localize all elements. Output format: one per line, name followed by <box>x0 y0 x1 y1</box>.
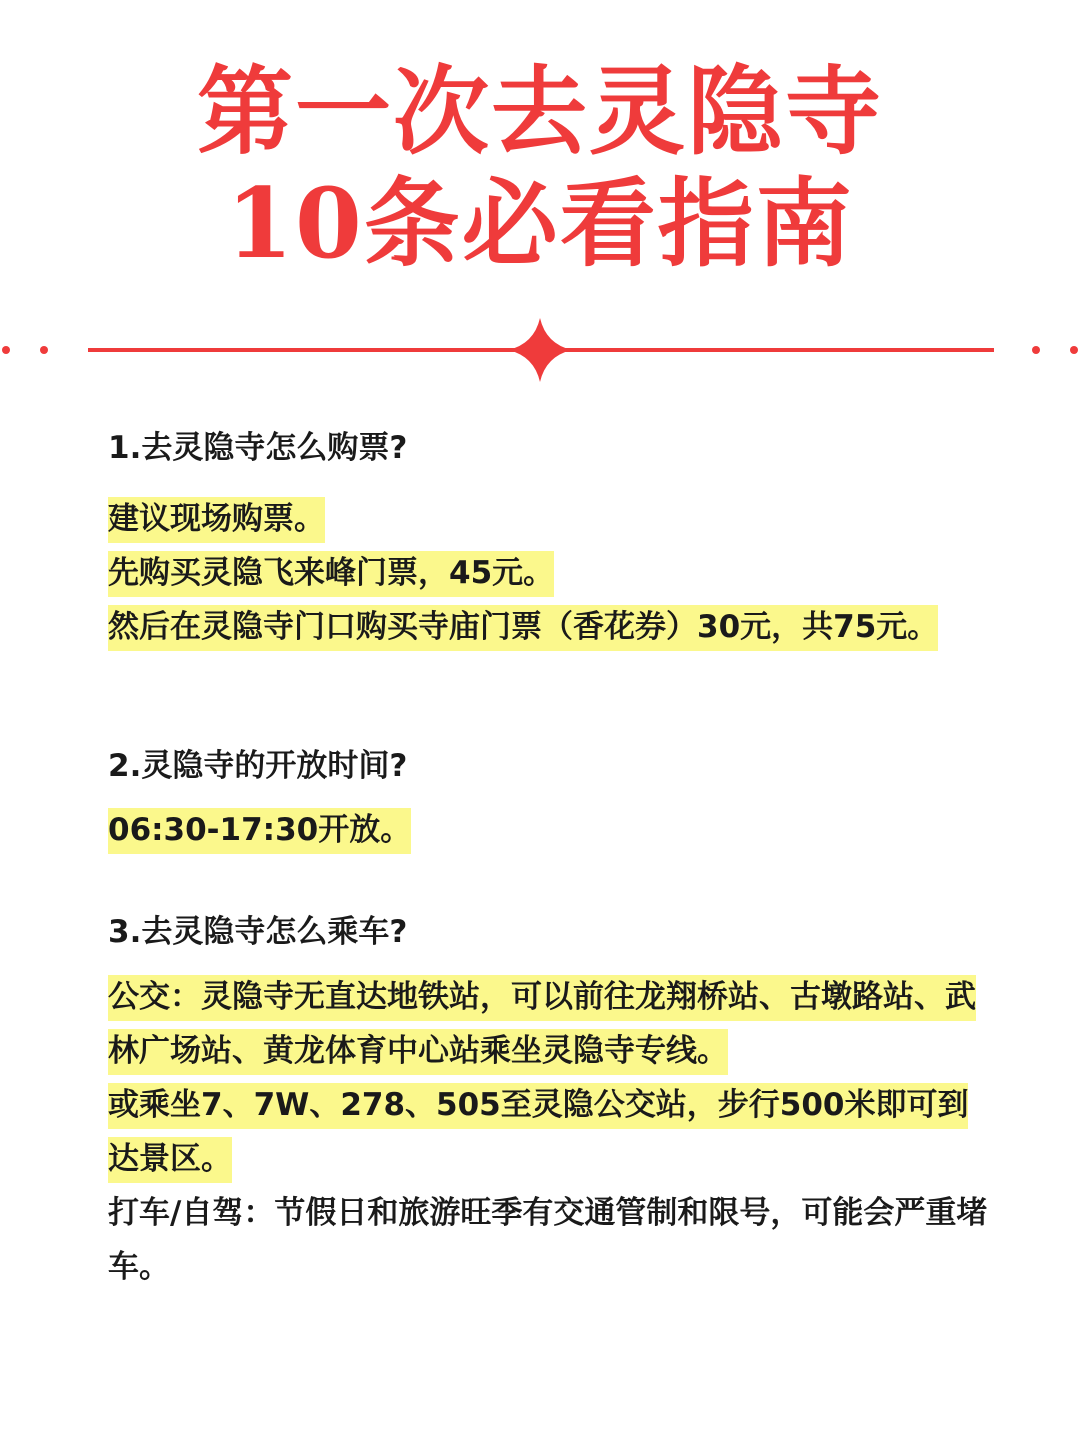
section-2-answer <box>108 803 988 857</box>
divider-dot-right-1 <box>1032 346 1040 354</box>
section-3-answer-taxi: 打车/自驾：节假日和旅游旺季有交通管制和限号，可能会严重堵车。 <box>108 1195 988 1285</box>
section-3-answer-bus-alt: 或乘坐7、7W、278、505至灵隐公交站，步行500米即可到达景区。 <box>108 1083 968 1183</box>
divider-dot-left-2 <box>40 346 48 354</box>
section-1-answer-line-3: 然后在灵隐寺门口购买寺庙门票（香花券）30元，共75元。 <box>108 605 938 651</box>
section-1-answer-line-2: 先购买灵隐飞来峰门票，45元。 <box>108 551 554 597</box>
section-2-answer-line-1: 06:30-17:30开放。 <box>108 808 411 854</box>
decorative-divider <box>0 312 1080 388</box>
page-title-line-2: 10条必看指南 <box>226 167 854 280</box>
section-3-answer <box>108 970 988 1294</box>
section-3-answer-bus: 公交：灵隐寺无直达地铁站，可以前往龙翔桥站、古墩路站、武林广场站、黄龙体育中心站乘坐灵隐寺专线。 <box>108 975 976 1075</box>
divider-dot-left-1 <box>2 346 10 354</box>
section-3-question: 3.去灵隐寺怎么乘车? <box>108 914 408 950</box>
divider-star-icon <box>508 318 572 382</box>
section-2-question: 2.灵隐寺的开放时间? <box>108 748 408 784</box>
divider-dot-right-2 <box>1070 346 1078 354</box>
section-1-question: 1.去灵隐寺怎么购票? <box>108 430 408 466</box>
section-1-answer-line-1: 建议现场购票。 <box>108 497 325 543</box>
section-1-answer <box>108 492 988 654</box>
page-title-line-1: 第一次去灵隐寺 <box>197 55 883 168</box>
